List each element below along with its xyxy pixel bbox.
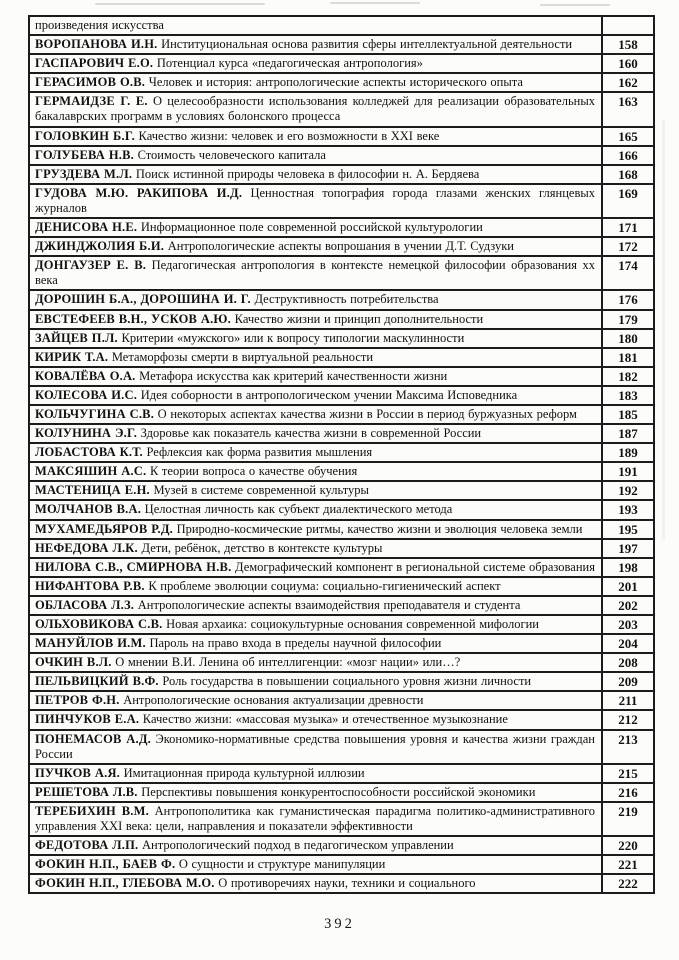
toc-row — [29, 367, 654, 386]
entry-author: ФЕДОТОВА Л.П. — [35, 838, 139, 853]
toc-page-number: 221 — [602, 855, 654, 874]
toc-row — [29, 836, 654, 855]
scan-artifact — [662, 120, 665, 540]
toc-page-number: 220 — [602, 836, 654, 855]
toc-entry — [29, 73, 602, 92]
entry-author: ОЛЬХОВИКОВА С.В. — [35, 617, 163, 631]
entry-title: Поиск истинной природы человека в философии н. А. Бердяева — [135, 166, 480, 181]
entry-title: Музей в системе современной культуры — [153, 483, 369, 498]
scan-artifact — [330, 2, 420, 4]
toc-entry — [29, 691, 602, 710]
entry-title: О противоречиях науки, техники и социального — [218, 876, 476, 891]
toc-entry — [29, 329, 602, 348]
scan-artifact — [540, 4, 610, 6]
entry-title: Дети, ребёнок, детство в контексте культуры — [141, 540, 383, 555]
toc-page-number: 187 — [602, 424, 654, 443]
toc-entry — [29, 54, 602, 73]
toc-page-number: 216 — [602, 783, 654, 802]
entry-title: Метаморфозы смерти в виртуальной реальности — [111, 349, 374, 364]
scan-artifact — [95, 3, 265, 5]
toc-page-number: 192 — [602, 481, 654, 500]
toc-row — [29, 146, 654, 165]
entry-title: Здоровье как показатель качества жизни в современной России — [140, 426, 482, 441]
toc-entry — [29, 730, 602, 764]
toc-page-number: 189 — [602, 443, 654, 462]
toc-row — [29, 462, 654, 481]
entry-author: РЕШЕТОВА Л.В. — [35, 784, 138, 799]
entry-title: Информационное поле современной российской культурологии — [140, 220, 483, 235]
toc-row — [29, 127, 654, 146]
toc-entry — [29, 481, 602, 500]
toc-page-number: 222 — [602, 874, 654, 893]
toc-row — [29, 802, 654, 836]
toc-row — [29, 92, 654, 126]
toc-page-number: 160 — [602, 54, 654, 73]
toc-entry — [29, 256, 602, 290]
toc-entry — [29, 348, 602, 367]
entry-author: ВОРОПАНОВА И.Н. — [35, 37, 158, 52]
entry-title: Антропологические аспекты вопрошания в учении Д.Т. Судзуки — [167, 239, 514, 254]
toc-entry — [29, 443, 602, 462]
toc-row — [29, 54, 654, 73]
toc-row — [29, 310, 654, 329]
entry-title: Качество жизни и принцип дополнительности — [234, 311, 484, 326]
entry-title: О сущности и структуре манипуляции — [178, 857, 386, 872]
entry-author: ПИНЧУКОВ Е.А. — [35, 712, 140, 727]
entry-title: Экономико-нормативные средства повышения уровня и качества жизни граждан России — [35, 731, 595, 761]
toc-page-number: 179 — [602, 310, 654, 329]
toc-page-number: 201 — [602, 577, 654, 596]
entry-author: ПУЧКОВ А.Я. — [35, 765, 121, 780]
entry-author: ЗАЙЦЕВ П.Л. — [35, 330, 118, 345]
entry-author: ФОКИН Н.П., БАЕВ Ф. — [35, 857, 176, 872]
toc-entry — [29, 500, 602, 519]
toc-page-number: 212 — [602, 710, 654, 729]
toc-row — [29, 764, 654, 783]
entry-author: ДОНГАУЗЕР Е. В. — [35, 258, 147, 273]
entry-author: ДОРОШИН Б.А., ДОРОШИНА И. Г. — [35, 292, 251, 307]
entry-title: О целесообразности использования колледжей для реализации образовательных бакалаврских программ в условиях болонского процесса — [35, 94, 595, 124]
entry-author: ДЕНИСОВА Н.Е. — [35, 220, 138, 235]
toc-page-number: 162 — [602, 73, 654, 92]
toc-entry — [29, 558, 602, 577]
toc-page-number: 211 — [602, 691, 654, 710]
toc-entry — [29, 577, 602, 596]
entry-title: Институциональная основа развития сферы интеллектуальной деятельности — [161, 37, 573, 52]
toc-row — [29, 16, 654, 35]
toc-entry — [29, 836, 602, 855]
toc-row — [29, 256, 654, 290]
toc-page-number: 195 — [602, 520, 654, 539]
toc-page-number: 193 — [602, 500, 654, 519]
toc-row — [29, 290, 654, 309]
entry-title: Антропологические аспекты взаимодействия преподавателя и студента — [137, 597, 521, 612]
toc-row — [29, 237, 654, 256]
entry-title: Антропологические основания актуализации древности — [123, 693, 424, 708]
entry-title: Критерии «мужского» или к вопросу типологии маскулинности — [121, 330, 465, 345]
entry-author: ФОКИН Н.П., ГЛЕБОВА М.О. — [35, 876, 215, 891]
toc-page-number: 174 — [602, 256, 654, 290]
entry-author: ЛОБАСТОВА К.Т. — [35, 445, 143, 460]
entry-author: ТЕРЕБИХИН В.М. — [35, 803, 149, 818]
entry-author: МУХАМЕДЬЯРОВ Р.Д. — [35, 521, 173, 536]
toc-row — [29, 386, 654, 405]
toc-entry — [29, 127, 602, 146]
toc-row — [29, 443, 654, 462]
entry-author: ПОНЕМАСОВ А.Д. — [35, 731, 151, 746]
toc-entry — [29, 16, 602, 35]
toc-row — [29, 596, 654, 615]
entry-title: Природно-космические ритмы, качество жизни и эволюция человека земли — [176, 521, 583, 536]
toc-page-number: 191 — [602, 462, 654, 481]
toc-entry — [29, 218, 602, 237]
toc-page-number: 172 — [602, 237, 654, 256]
entry-title: Деструктивность потребительства — [254, 292, 439, 307]
toc-page-number: 180 — [602, 329, 654, 348]
toc-page-number: 176 — [602, 290, 654, 309]
entry-title: Метафора искусства как критерий качественности жизни — [139, 368, 448, 383]
entry-title: Рефлексия как форма развития мышления — [146, 445, 373, 460]
toc-page-number: 171 — [602, 218, 654, 237]
entry-author: КОЛЬЧУГИНА С.В. — [35, 406, 155, 421]
toc-entry — [29, 184, 602, 218]
toc-page-number: 183 — [602, 386, 654, 405]
toc-page-number: 166 — [602, 146, 654, 165]
toc-entry — [29, 596, 602, 615]
toc-entry — [29, 405, 602, 424]
toc-entry — [29, 634, 602, 653]
toc-page-number: 197 — [602, 539, 654, 558]
toc-entry — [29, 520, 602, 539]
toc-entry — [29, 290, 602, 309]
toc-page-number: 202 — [602, 596, 654, 615]
entry-author: ГУДОВА М.Ю. РАКИПОВА И.Д. — [35, 185, 243, 200]
entry-title: Стоимость человеческого капитала — [137, 147, 326, 162]
toc-row — [29, 577, 654, 596]
entry-title: произведения искусства — [35, 18, 164, 32]
toc-row — [29, 691, 654, 710]
toc-row — [29, 855, 654, 874]
toc-entry — [29, 424, 602, 443]
entry-title: Качество жизни: человек и его возможности в XXI веке — [138, 128, 440, 143]
entry-title: Имитационная природа культурной иллюзии — [123, 765, 365, 780]
toc-page-number: 208 — [602, 653, 654, 672]
entry-author: КОЛУНИНА Э.Г. — [35, 426, 138, 441]
toc-entry — [29, 386, 602, 405]
toc-entry — [29, 764, 602, 783]
entry-author: ДЖИНДЖОЛИЯ Б.И. — [35, 239, 165, 254]
toc-row — [29, 634, 654, 653]
entry-author: ГЕРАСИМОВ О.В. — [35, 75, 146, 90]
toc-entry — [29, 35, 602, 54]
toc-entry — [29, 367, 602, 386]
entry-author: ГОЛОВКИН Б.Г. — [35, 128, 135, 143]
toc-row — [29, 672, 654, 691]
toc-page-number: 168 — [602, 165, 654, 184]
entry-author: ПЕЛЬВИЦКИЙ В.Ф. — [35, 674, 159, 689]
entry-author: ГРУЗДЕВА М.Л. — [35, 166, 133, 181]
toc-page-number: 203 — [602, 615, 654, 634]
toc-row — [29, 73, 654, 92]
toc-row — [29, 539, 654, 558]
toc-page-number: 163 — [602, 92, 654, 126]
toc-row — [29, 615, 654, 634]
entry-title: Идея соборности в антропологическом учении Максима Исповедника — [140, 387, 518, 402]
entry-author: ГЕРМАИДЗЕ Г. Е. — [35, 94, 148, 109]
toc-entry — [29, 462, 602, 481]
entry-author: ЕВСТЕФЕЕВ В.Н., УСКОВ А.Ю. — [35, 311, 232, 326]
toc-row — [29, 558, 654, 577]
entry-author: КИРИК Т.А. — [35, 349, 109, 364]
toc-row — [29, 329, 654, 348]
entry-title: Роль государства в повышении социального уровня жизни личности — [162, 674, 532, 689]
toc-entry — [29, 672, 602, 691]
entry-author: ГАСПАРОВИЧ Е.О. — [35, 56, 154, 71]
entry-title: О некоторых аспектах качества жизни в России в период буржуазных реформ — [157, 406, 577, 421]
toc-entry — [29, 855, 602, 874]
entry-title: Перспективы повышения конкурентоспособности российской экономики — [141, 784, 536, 799]
toc-page-number: 181 — [602, 348, 654, 367]
toc-page-number: 204 — [602, 634, 654, 653]
entry-title: Педагогическая антропология в контексте немецкой философии образования xx века — [35, 258, 595, 288]
entry-author: КОВАЛЁВА О.А. — [35, 368, 136, 383]
toc-entry — [29, 653, 602, 672]
toc-row — [29, 874, 654, 893]
entry-title: Целостная личность как субъект диалектического метода — [144, 502, 453, 517]
toc-entry — [29, 802, 602, 836]
toc-entry — [29, 615, 602, 634]
entry-title: О мнении В.И. Ленина об интеллигенции: «мозг нации» или…? — [115, 655, 461, 670]
toc-row — [29, 218, 654, 237]
footer-page-number: 392 — [324, 916, 355, 932]
toc-page-number — [602, 16, 654, 35]
entry-title: Потенциал курса «педагогическая антропология» — [156, 56, 423, 71]
toc-row — [29, 405, 654, 424]
toc-row — [29, 500, 654, 519]
toc-row — [29, 481, 654, 500]
toc-entry — [29, 146, 602, 165]
entry-title: К теории вопроса о качестве обучения — [149, 464, 358, 479]
toc-entry — [29, 165, 602, 184]
toc-entry — [29, 783, 602, 802]
entry-author: НЕФЕДОВА Л.К. — [35, 540, 138, 555]
toc-entry — [29, 310, 602, 329]
toc-page-number: 198 — [602, 558, 654, 577]
entry-author: КОЛЕСОВА И.С. — [35, 387, 138, 402]
toc-entry — [29, 874, 602, 893]
toc-page-number: 215 — [602, 764, 654, 783]
toc-page-number: 182 — [602, 367, 654, 386]
entry-title: Пароль на право входа в пределы научной философии — [149, 636, 442, 651]
entry-title: Антропологический подход в педагогическом управлении — [142, 838, 454, 853]
toc-entry — [29, 237, 602, 256]
entry-author: НИФАНТОВА Р.В. — [35, 578, 145, 593]
toc-row — [29, 165, 654, 184]
entry-title: Новая архаика: социокультурные основания современной мифологии — [166, 617, 539, 631]
entry-title: Качество жизни: «массовая музыка» и отечественное музыкознание — [142, 712, 508, 727]
toc-entry — [29, 710, 602, 729]
toc-row — [29, 520, 654, 539]
toc-page-number: 185 — [602, 405, 654, 424]
toc-page-number: 165 — [602, 127, 654, 146]
toc-page-number: 169 — [602, 184, 654, 218]
entry-author: ОБЛАСОВА Л.З. — [35, 597, 135, 612]
toc-row — [29, 424, 654, 443]
toc-row — [29, 653, 654, 672]
entry-author: МОЛЧАНОВ В.А. — [35, 502, 142, 517]
toc-page-number: 158 — [602, 35, 654, 54]
toc-entry — [29, 539, 602, 558]
entry-title: К проблеме эволюции социума: социально-гигиенический аспект — [148, 578, 501, 593]
toc-table-body — [29, 16, 654, 893]
entry-author: МАНУЙЛОВ И.М. — [35, 636, 146, 651]
toc-entry — [29, 92, 602, 126]
toc-page-number: 213 — [602, 730, 654, 764]
entry-title: Антропополитика как гуманистическая парадигма политико-административного управления XXI века: цели, направления и показатели эффективности — [35, 803, 596, 834]
toc-page-number: 219 — [602, 802, 654, 836]
toc-row — [29, 710, 654, 729]
entry-author: НИЛОВА С.В., СМИРНОВА Н.В. — [35, 559, 232, 574]
toc-row — [29, 730, 654, 764]
entry-author: ГОЛУБЕВА Н.В. — [35, 147, 134, 162]
entry-author: МАКСЯШИН А.С. — [35, 464, 147, 479]
toc-row — [29, 184, 654, 218]
toc-row — [29, 35, 654, 54]
toc-page-number: 209 — [602, 672, 654, 691]
toc-row — [29, 783, 654, 802]
entry-author: МАСТЕНИЦА Е.Н. — [35, 483, 150, 498]
entry-title: Ценностная топография города глазами женских глянцевых журналов — [35, 185, 596, 215]
toc-row — [29, 348, 654, 367]
entry-author: ПЕТРОВ Ф.Н. — [35, 693, 120, 708]
entry-title: Человек и история: антропологические аспекты исторического опыта — [148, 75, 523, 90]
entry-title: Демографический компонент в региональной системе образования — [235, 559, 595, 574]
toc-table — [28, 15, 655, 894]
entry-author: ОЧКИН В.Л. — [35, 655, 112, 670]
